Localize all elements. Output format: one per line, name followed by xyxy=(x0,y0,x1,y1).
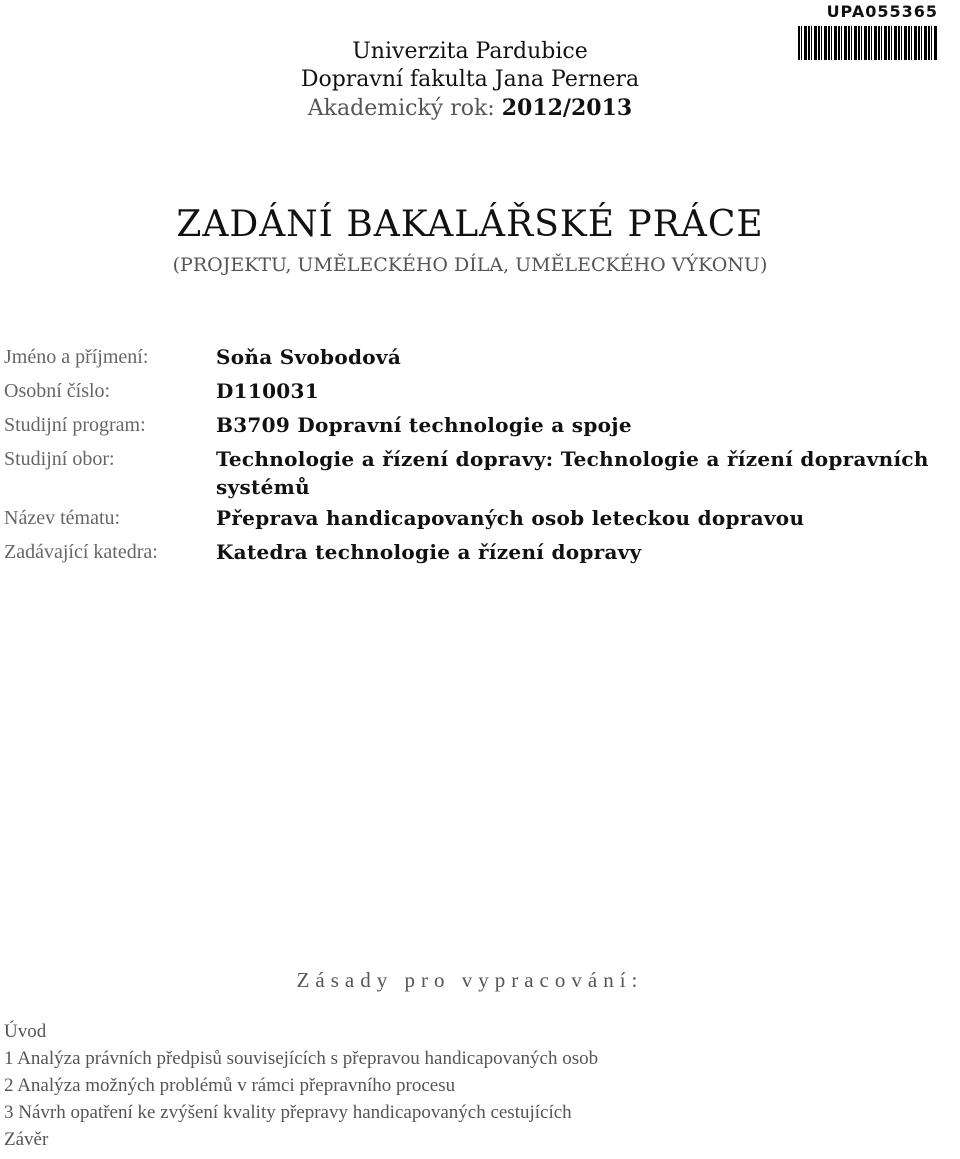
academic-year xyxy=(0,94,940,123)
student-info xyxy=(4,340,944,569)
university-name: Univerzita Pardubice xyxy=(352,39,588,64)
principles-heading: Zásady pro vypracování: xyxy=(296,968,644,992)
field-label: Studijní program: xyxy=(4,414,146,436)
list-item: Závěr xyxy=(4,1129,49,1150)
field-value: Technologie a řízení dopravy: Technologie a řízení dopravních systémů xyxy=(216,447,929,499)
page-subtitle: (PROJEKTU, UMĚLECKÉHO DÍLA, UMĚLECKÉHO VÝKONU) xyxy=(172,254,768,276)
faculty-name: Dopravní fakulta Jana Pernera xyxy=(300,67,640,92)
field-value: Přeprava handicapovaných osob leteckou dopravou xyxy=(216,506,805,530)
field-label: Osobní číslo: xyxy=(4,380,111,402)
field-row-study-program xyxy=(4,408,944,442)
field-value: B3709 Dopravní technologie a spoje xyxy=(216,413,632,437)
document-header xyxy=(0,38,940,123)
academic-year-label: Akademický rok: xyxy=(307,96,495,121)
field-row-study-field xyxy=(4,442,944,501)
field-value: D110031 xyxy=(216,379,319,403)
barcode-number: UPA055365 xyxy=(826,2,938,21)
field-label: Název tématu: xyxy=(4,507,121,529)
field-row-department xyxy=(4,535,944,569)
field-row-topic xyxy=(4,501,944,535)
contents-list xyxy=(4,1018,598,1153)
field-value: Soňa Svobodová xyxy=(216,345,402,369)
list-item: 3 Návrh opatření ke zvýšení kvality přepravy handicapovaných cestujících xyxy=(4,1102,572,1123)
field-label: Zadávající katedra: xyxy=(4,541,158,563)
field-label: Studijní obor: xyxy=(4,448,115,470)
field-row-personal-number xyxy=(4,374,944,408)
academic-year-value: 2012/2013 xyxy=(501,95,633,121)
field-row-name xyxy=(4,340,944,374)
page-title: ZADÁNÍ BAKALÁŘSKÉ PRÁCE xyxy=(176,204,764,245)
list-item: 1 Analýza právních předpisů souvisejících s přepravou handicapovaných osob xyxy=(4,1048,599,1069)
field-label: Jméno a příjmení: xyxy=(4,346,149,368)
list-item: 2 Analýza možných problémů v rámci přepravního procesu xyxy=(4,1075,456,1096)
list-item: Úvod xyxy=(4,1021,47,1042)
field-value: Katedra technologie a řízení dopravy xyxy=(216,540,642,564)
